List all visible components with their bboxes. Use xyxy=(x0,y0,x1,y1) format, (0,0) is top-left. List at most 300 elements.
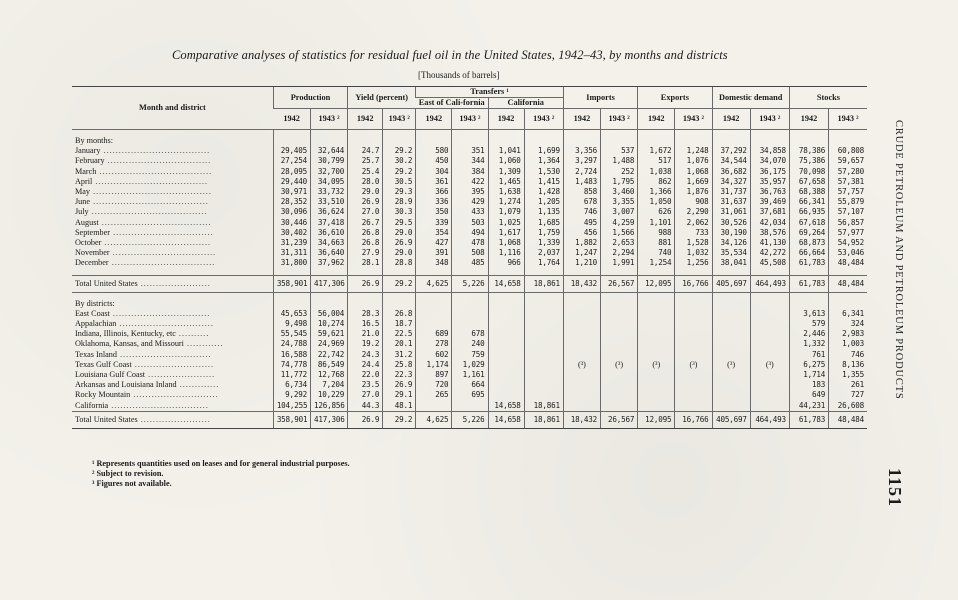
dot-leader: ................................... xyxy=(101,238,212,248)
value-cell: 22,742 xyxy=(310,350,347,360)
value-cell: 422 xyxy=(452,177,488,187)
value-cell: 304 xyxy=(416,167,452,177)
value-cell: 358,901 xyxy=(273,411,310,428)
dot-leader: ................................. xyxy=(110,227,214,237)
value-cell xyxy=(750,390,789,400)
value-cell: 45,653 xyxy=(273,309,310,319)
value-cell xyxy=(638,319,675,329)
row-label-cell xyxy=(72,309,273,319)
value-cell: (³) xyxy=(601,360,638,370)
row-label-cell xyxy=(72,275,273,292)
row-label-cell xyxy=(72,360,273,370)
value-cell: 28,352 xyxy=(273,197,310,207)
value-cell: 34,095 xyxy=(310,177,347,187)
row-label-cell xyxy=(72,350,273,360)
value-cell xyxy=(563,319,600,329)
value-cell: 55,545 xyxy=(273,329,310,339)
value-cell: 26,567 xyxy=(601,275,638,292)
month-row xyxy=(72,187,867,197)
value-cell: 29.2 xyxy=(383,411,416,428)
value-cell: 48,484 xyxy=(829,275,867,292)
value-cell: 689 xyxy=(416,329,452,339)
district-row xyxy=(72,329,867,339)
value-cell: 324 xyxy=(829,319,867,329)
value-cell: 35,957 xyxy=(750,177,789,187)
value-cell xyxy=(601,319,638,329)
value-cell: 57,280 xyxy=(829,167,867,177)
value-cell: (³) xyxy=(563,360,600,370)
district-row xyxy=(72,380,867,390)
value-cell: 60,808 xyxy=(829,146,867,156)
row-label-cell xyxy=(72,177,273,187)
value-cell: 26.7 xyxy=(348,218,383,228)
value-cell: 433 xyxy=(452,207,488,217)
value-cell: 464,493 xyxy=(750,275,789,292)
value-cell xyxy=(452,401,488,412)
month-row xyxy=(72,218,867,228)
value-cell: 678 xyxy=(563,197,600,207)
year-header: 1942 xyxy=(789,109,828,130)
row-label-cell xyxy=(72,370,273,380)
value-cell xyxy=(524,329,563,339)
value-cell xyxy=(638,339,675,349)
dot-leader: .................................. xyxy=(108,258,216,268)
value-cell xyxy=(416,309,452,319)
value-cell: 36,640 xyxy=(310,248,347,258)
value-cell: 36,175 xyxy=(750,167,789,177)
value-cell: 1,101 xyxy=(638,218,675,228)
value-cell: 391 xyxy=(416,248,452,258)
section-heading: By districts: xyxy=(75,298,115,308)
row-label: Indiana, Illinois, Kentucky, etc xyxy=(75,329,176,339)
value-cell: 36,682 xyxy=(712,167,750,177)
value-cell xyxy=(750,309,789,319)
value-cell: 26.8 xyxy=(348,238,383,248)
value-cell: 29.5 xyxy=(383,218,416,228)
year-header: 1942 xyxy=(348,109,383,130)
row-label: October xyxy=(75,238,102,248)
row-label: August xyxy=(75,217,99,227)
value-cell: 57,381 xyxy=(829,177,867,187)
east-of-california-header: East of Cali-fornia xyxy=(416,98,488,109)
year-header: 1942 xyxy=(638,109,675,130)
statistics-table xyxy=(72,86,867,429)
value-cell: 24.4 xyxy=(348,360,383,370)
value-cell: 1,248 xyxy=(675,146,712,156)
value-cell: 1,617 xyxy=(488,228,524,238)
value-cell: 56,857 xyxy=(829,218,867,228)
footnote: ³ Figures not available. xyxy=(92,479,172,488)
value-cell: 354 xyxy=(416,228,452,238)
section-heading-row xyxy=(72,136,867,146)
value-cell: 30,971 xyxy=(273,187,310,197)
value-cell: 34,544 xyxy=(712,156,750,166)
value-cell: 41,130 xyxy=(750,238,789,248)
year-header: 1943 ² xyxy=(675,109,712,130)
production-header: Production xyxy=(273,87,347,109)
value-cell: 1,274 xyxy=(488,197,524,207)
value-cell: 9,498 xyxy=(273,319,310,329)
value-cell: 37,681 xyxy=(750,207,789,217)
value-cell: 1,038 xyxy=(638,167,675,177)
dot-leader: .................................. xyxy=(104,156,212,166)
value-cell: 16,766 xyxy=(675,275,712,292)
value-cell: 28.1 xyxy=(348,258,383,268)
value-cell: 450 xyxy=(416,156,452,166)
value-cell: 22.3 xyxy=(383,370,416,380)
value-cell: 34,126 xyxy=(712,238,750,248)
value-cell xyxy=(488,360,524,370)
row-label: June xyxy=(75,197,91,207)
row-label-cell xyxy=(72,319,273,329)
value-cell: 1,116 xyxy=(488,248,524,258)
value-cell: 38,576 xyxy=(750,228,789,238)
value-cell: 57,757 xyxy=(829,187,867,197)
value-cell: 19.2 xyxy=(348,339,383,349)
value-cell: 1,488 xyxy=(601,156,638,166)
value-cell: 30.2 xyxy=(383,156,416,166)
value-cell: 26.8 xyxy=(383,309,416,319)
value-cell: 30.3 xyxy=(383,207,416,217)
value-cell: 580 xyxy=(416,146,452,156)
year-header: 1943 ² xyxy=(383,109,416,130)
value-cell xyxy=(563,339,600,349)
value-cell: 30,446 xyxy=(273,218,310,228)
row-label: East Coast xyxy=(75,308,110,318)
value-cell: 14,658 xyxy=(488,411,524,428)
value-cell: 348 xyxy=(416,258,452,268)
value-cell: (³) xyxy=(675,360,712,370)
value-cell: 384 xyxy=(452,167,488,177)
value-cell: 28,095 xyxy=(273,167,310,177)
value-cell: 86,549 xyxy=(310,360,347,370)
value-cell xyxy=(675,339,712,349)
row-label-cell xyxy=(72,390,273,400)
value-cell: 31,637 xyxy=(712,197,750,207)
value-cell: 32,644 xyxy=(310,146,347,156)
value-cell xyxy=(563,329,600,339)
value-cell: 69,264 xyxy=(789,228,828,238)
value-cell: 720 xyxy=(416,380,452,390)
year-header: 1943 ² xyxy=(310,109,347,130)
value-cell: 494 xyxy=(452,228,488,238)
value-cell: 44.3 xyxy=(348,401,383,412)
value-cell: 29.0 xyxy=(383,248,416,258)
value-cell xyxy=(488,339,524,349)
value-cell: 24,788 xyxy=(273,339,310,349)
stocks-header: Stocks xyxy=(789,87,867,109)
value-cell xyxy=(524,370,563,380)
row-label: Arkansas and Louisiana Inland xyxy=(75,380,177,390)
value-cell: 25.4 xyxy=(348,167,383,177)
value-cell: 31,061 xyxy=(712,207,750,217)
value-cell: 48.1 xyxy=(383,401,416,412)
value-cell: 427 xyxy=(416,238,452,248)
dot-leader: ...................... xyxy=(145,370,216,380)
value-cell: 1,210 xyxy=(563,258,600,268)
value-cell: 6,734 xyxy=(273,380,310,390)
value-cell: 252 xyxy=(601,167,638,177)
month-row xyxy=(72,167,867,177)
dot-leader: ................................ xyxy=(109,308,211,318)
value-cell: 966 xyxy=(488,258,524,268)
value-cell: 485 xyxy=(452,258,488,268)
value-cell: 24,969 xyxy=(310,339,347,349)
dot-leader: ............................ xyxy=(130,390,219,400)
value-cell: 350 xyxy=(416,207,452,217)
value-cell: 31.2 xyxy=(383,350,416,360)
value-cell: 1,759 xyxy=(524,228,563,238)
value-cell: 10,229 xyxy=(310,390,347,400)
value-cell: 3,007 xyxy=(601,207,638,217)
value-cell: 727 xyxy=(829,390,867,400)
value-cell: 24.7 xyxy=(348,146,383,156)
row-label-cell xyxy=(72,401,273,412)
value-cell xyxy=(452,309,488,319)
value-cell: 733 xyxy=(675,228,712,238)
section-heading: By months: xyxy=(75,136,113,145)
value-cell: 3,613 xyxy=(789,309,828,319)
value-cell: 1,714 xyxy=(789,370,828,380)
value-cell: 12,768 xyxy=(310,370,347,380)
month-row xyxy=(72,228,867,238)
district-row xyxy=(72,401,867,412)
value-cell: 42,272 xyxy=(750,248,789,258)
value-cell: 1,029 xyxy=(452,360,488,370)
value-cell: 26.9 xyxy=(348,275,383,292)
exports-header: Exports xyxy=(638,87,712,109)
value-cell: 48,484 xyxy=(829,411,867,428)
value-cell: 67,618 xyxy=(789,218,828,228)
total-row xyxy=(72,275,867,292)
value-cell: 1,060 xyxy=(488,156,524,166)
row-label: February xyxy=(75,156,105,166)
value-cell: 240 xyxy=(452,339,488,349)
value-cell: 30,402 xyxy=(273,228,310,238)
value-cell: 55,879 xyxy=(829,197,867,207)
value-cell: 14,658 xyxy=(488,401,524,412)
value-cell: 68,388 xyxy=(789,187,828,197)
value-cell: 29.1 xyxy=(383,390,416,400)
value-cell: 10,274 xyxy=(310,319,347,329)
domestic-demand-header: Domestic demand xyxy=(712,87,789,109)
value-cell: 1,050 xyxy=(638,197,675,207)
value-cell: 31,311 xyxy=(273,248,310,258)
value-cell xyxy=(524,350,563,360)
row-label: March xyxy=(75,166,97,176)
dot-leader: ..................................... xyxy=(92,176,209,186)
imports-header: Imports xyxy=(563,87,637,109)
value-cell xyxy=(601,350,638,360)
value-cell xyxy=(488,350,524,360)
value-cell: 517 xyxy=(638,156,675,166)
value-cell xyxy=(488,309,524,319)
value-cell: 26,567 xyxy=(601,411,638,428)
value-cell xyxy=(750,350,789,360)
value-cell: 6,341 xyxy=(829,309,867,319)
value-cell: 29,440 xyxy=(273,177,310,187)
value-cell xyxy=(712,309,750,319)
value-cell: 1,174 xyxy=(416,360,452,370)
running-header: CRUDE PETROLEUM AND PETROLEUM PRODUCTS xyxy=(893,120,904,400)
section-heading-row xyxy=(72,299,867,309)
value-cell: 59,621 xyxy=(310,329,347,339)
month-row xyxy=(72,197,867,207)
footnote: ² Subject to revision. xyxy=(92,469,164,478)
value-cell xyxy=(601,401,638,412)
dot-leader: ...................................... xyxy=(88,207,208,217)
value-cell: 1,003 xyxy=(829,339,867,349)
row-label: Louisiana Gulf Coast xyxy=(75,370,146,380)
value-cell xyxy=(524,319,563,329)
value-cell xyxy=(488,380,524,390)
year-header: 1942 xyxy=(563,109,600,130)
value-cell: 265 xyxy=(416,390,452,400)
value-cell: 1,032 xyxy=(675,248,712,258)
value-cell: 18,432 xyxy=(563,411,600,428)
value-cell: 405,697 xyxy=(712,275,750,292)
row-label-cell xyxy=(72,156,273,166)
value-cell: 26.9 xyxy=(348,197,383,207)
value-cell: 29.2 xyxy=(383,275,416,292)
value-cell: 61,783 xyxy=(789,275,828,292)
value-cell xyxy=(675,350,712,360)
month-row xyxy=(72,238,867,248)
value-cell: 30.5 xyxy=(383,177,416,187)
row-label: January xyxy=(75,146,101,156)
row-label-cell xyxy=(72,238,273,248)
value-cell: 761 xyxy=(789,350,828,360)
row-label-cell xyxy=(72,380,273,390)
value-cell: 429 xyxy=(452,197,488,207)
row-label: July xyxy=(75,207,89,217)
value-cell: 478 xyxy=(452,238,488,248)
value-cell: 29.0 xyxy=(348,187,383,197)
row-label-cell xyxy=(72,167,273,177)
value-cell: 38,041 xyxy=(712,258,750,268)
dot-leader: .................................... xyxy=(98,217,212,227)
value-cell: 1,161 xyxy=(452,370,488,380)
row-label-cell xyxy=(72,411,273,428)
row-label-cell xyxy=(72,258,273,268)
value-cell xyxy=(675,401,712,412)
value-cell: 37,962 xyxy=(310,258,347,268)
value-cell: 336 xyxy=(416,197,452,207)
row-label: November xyxy=(75,248,110,258)
value-cell: 9,292 xyxy=(273,390,310,400)
value-cell: 746 xyxy=(563,207,600,217)
value-cell: 59,657 xyxy=(829,156,867,166)
value-cell: 1,764 xyxy=(524,258,563,268)
value-cell: 36,763 xyxy=(750,187,789,197)
page-title: Comparative analyses of statistics for residual fuel oil in the United States, 1942–43, by months and districts xyxy=(172,48,728,62)
value-cell: 1,428 xyxy=(524,187,563,197)
value-cell: 2,062 xyxy=(675,218,712,228)
value-cell: 66,341 xyxy=(789,197,828,207)
dot-leader: .................................. xyxy=(109,248,217,258)
district-row xyxy=(72,390,867,400)
value-cell: 36,610 xyxy=(310,228,347,238)
value-cell: 503 xyxy=(452,218,488,228)
value-cell: 7,204 xyxy=(310,380,347,390)
value-cell: 27.0 xyxy=(348,207,383,217)
month-row xyxy=(72,156,867,166)
dot-leader: .......................... xyxy=(131,359,214,369)
value-cell: 626 xyxy=(638,207,675,217)
value-cell: 18.7 xyxy=(383,319,416,329)
value-cell: 20.1 xyxy=(383,339,416,349)
value-cell xyxy=(488,319,524,329)
value-cell xyxy=(638,309,675,319)
value-cell xyxy=(712,319,750,329)
district-row xyxy=(72,350,867,360)
value-cell: 3,355 xyxy=(601,197,638,207)
value-cell: 1,332 xyxy=(789,339,828,349)
value-cell: 746 xyxy=(829,350,867,360)
transfers-header: Transfers ¹ xyxy=(416,87,564,98)
value-cell: 25.8 xyxy=(383,360,416,370)
value-cell: 18,861 xyxy=(524,275,563,292)
value-cell xyxy=(563,401,600,412)
value-cell: 30,096 xyxy=(273,207,310,217)
value-cell: 1,076 xyxy=(675,156,712,166)
value-cell: 14,658 xyxy=(488,275,524,292)
district-row xyxy=(72,360,867,370)
value-cell xyxy=(675,380,712,390)
row-label: December xyxy=(75,258,109,268)
value-cell: 30,190 xyxy=(712,228,750,238)
value-cell: 33,510 xyxy=(310,197,347,207)
district-row xyxy=(72,309,867,319)
value-cell: 1,699 xyxy=(524,146,563,156)
value-cell xyxy=(563,390,600,400)
value-cell: 417,306 xyxy=(310,275,347,292)
value-cell: 27.9 xyxy=(348,248,383,258)
value-cell xyxy=(750,329,789,339)
value-cell: 1,025 xyxy=(488,218,524,228)
value-cell: 4,625 xyxy=(416,411,452,428)
row-label-cell xyxy=(72,146,273,156)
value-cell: 1,254 xyxy=(638,258,675,268)
value-cell: 6,275 xyxy=(789,360,828,370)
value-cell: 1,528 xyxy=(675,238,712,248)
value-cell: 66,935 xyxy=(789,207,828,217)
value-cell: 34,663 xyxy=(310,238,347,248)
footnotes xyxy=(92,459,350,489)
value-cell: 664 xyxy=(452,380,488,390)
value-cell: 862 xyxy=(638,177,675,187)
value-cell: 2,446 xyxy=(789,329,828,339)
year-header: 1943 ² xyxy=(452,109,488,130)
value-cell: 858 xyxy=(563,187,600,197)
value-cell xyxy=(638,329,675,339)
row-label-cell xyxy=(72,228,273,238)
value-cell: 34,070 xyxy=(750,156,789,166)
value-cell xyxy=(750,370,789,380)
value-cell: (³) xyxy=(750,360,789,370)
dot-leader: ..................................... xyxy=(96,166,213,176)
value-cell xyxy=(601,370,638,380)
value-cell: 1,247 xyxy=(563,248,600,258)
value-cell: 54,952 xyxy=(829,238,867,248)
value-cell: 26.9 xyxy=(348,411,383,428)
value-cell xyxy=(675,309,712,319)
year-header: 1942 xyxy=(273,109,310,130)
value-cell xyxy=(712,350,750,360)
value-cell xyxy=(712,401,750,412)
total-row xyxy=(72,411,867,428)
value-cell: 22.5 xyxy=(383,329,416,339)
